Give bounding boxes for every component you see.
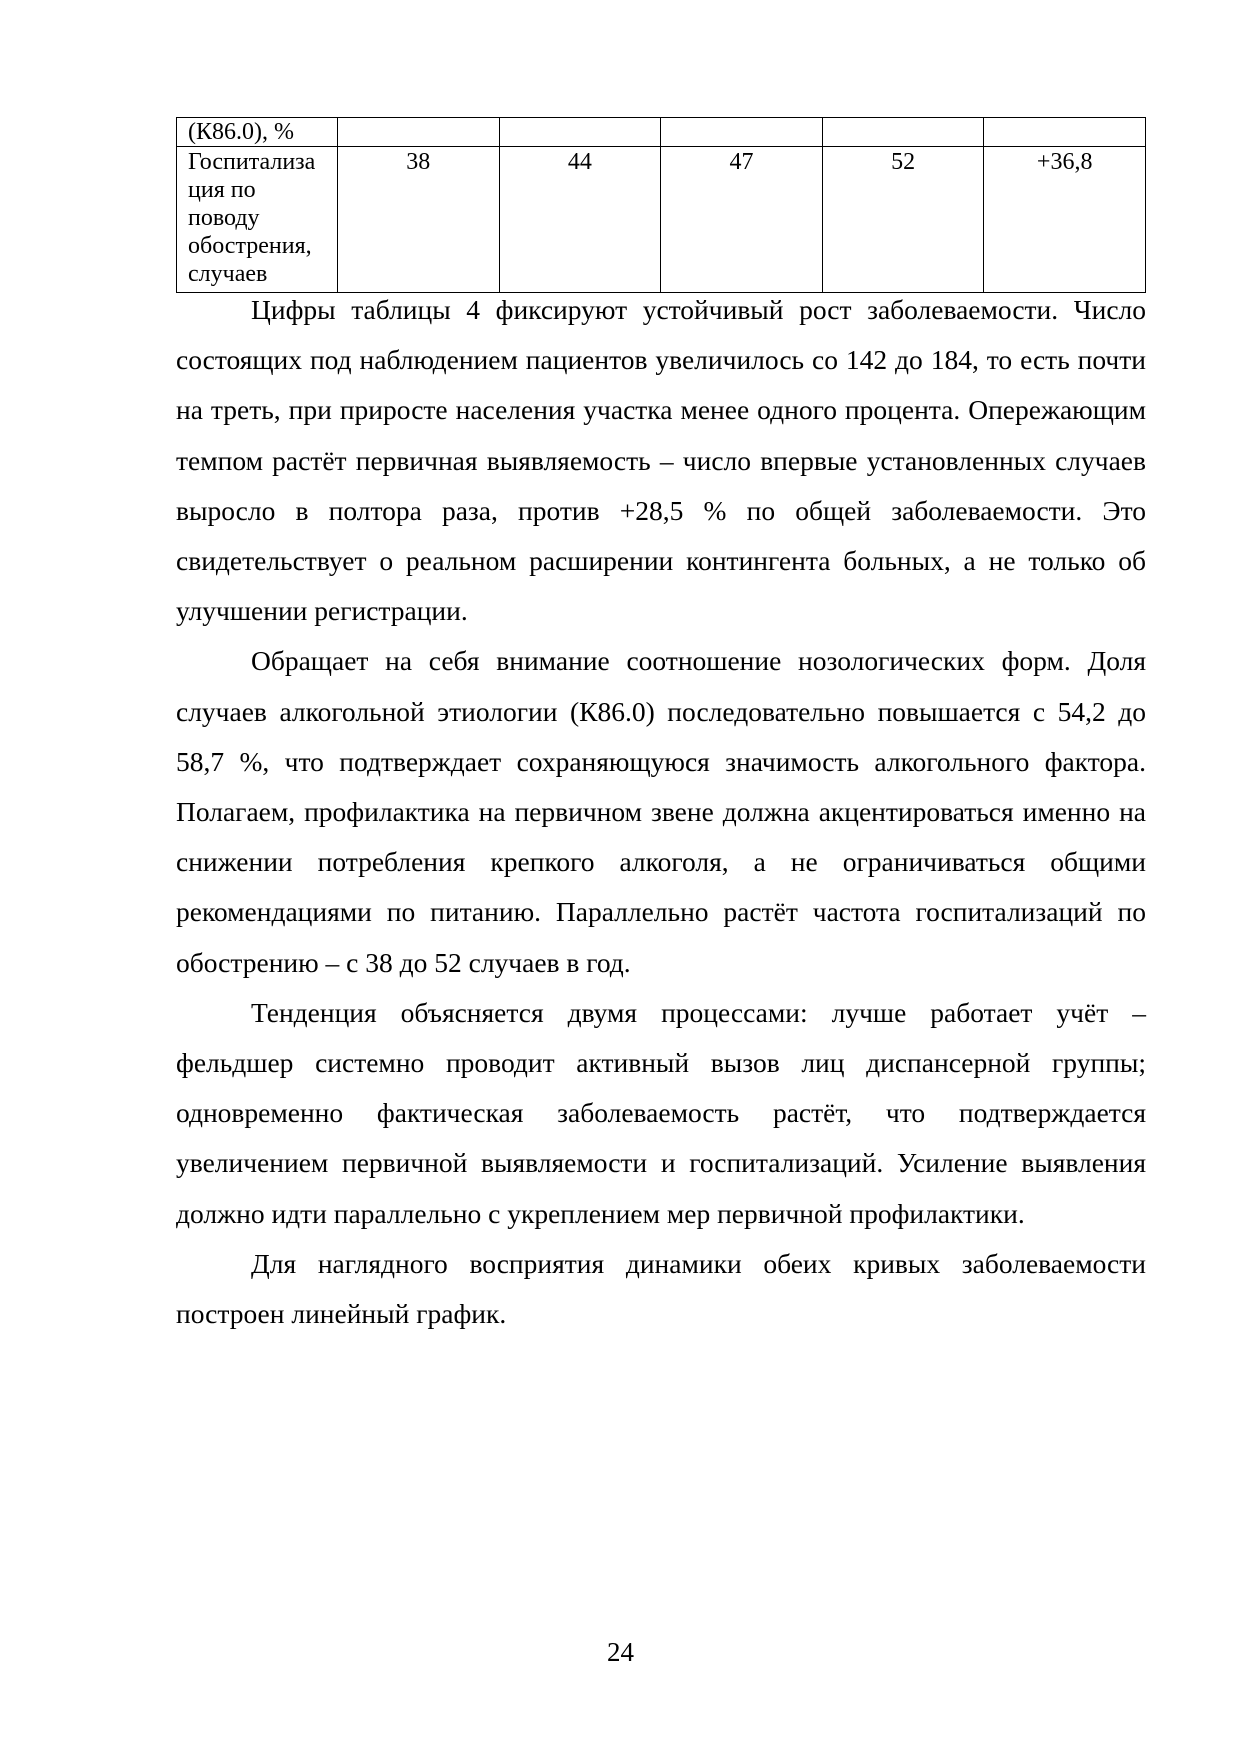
paragraph: Тенденция объясняется двумя процессами: лучше работает учёт – фельдшер системно проводит активный вызов лиц диспансерной группы; одновременно фактическая заболеваемость растёт, что подтверждается увеличением первичной выявляемости и госпитализаций. Усиление выявления должно идти параллельно с укреплением мер первичной профилактики. xyxy=(176,996,1146,1229)
table-cell xyxy=(984,118,1146,147)
table-cell xyxy=(822,118,984,147)
table-row-label xyxy=(177,147,338,293)
table-cell: 38 xyxy=(338,147,500,293)
page-number: 24 xyxy=(607,1637,634,1667)
table-row xyxy=(177,118,1146,147)
table-cell xyxy=(661,118,823,147)
table-cell: 47 xyxy=(661,147,823,293)
table-cell xyxy=(499,118,661,147)
label-line: поводу xyxy=(188,205,260,231)
label-line: случаев xyxy=(188,261,268,287)
statistics-table xyxy=(176,117,1146,293)
label-line: Госпитализа xyxy=(188,149,316,175)
body-text xyxy=(176,285,1146,1339)
table-cell xyxy=(338,118,500,147)
label-line: ция по xyxy=(188,177,256,203)
label-line: обострения, xyxy=(188,233,312,259)
table-cell: 52 xyxy=(822,147,984,293)
paragraph: Для наглядного восприятия динамики обеих кривых заболеваемости построен линейный график. xyxy=(176,1247,1146,1330)
paragraph: Цифры таблицы 4 фиксируют устойчивый рост заболеваемости. Число состоящих под наблюдением пациентов увеличилось со 142 до 184, то есть почти на треть, при приросте населения участка менее одного процента. Опережающим темпом растёт первичная выявляемость – число впервые установленных случаев выросло в полтора раза, против +28,5 % по общей заболеваемости. Это свидетельствует о реальном расширении контингента больных, а не только об улучшении регистрации. xyxy=(176,294,1146,627)
table-cell: 44 xyxy=(499,147,661,293)
table-cell: +36,8 xyxy=(984,147,1146,293)
table-row-label: (К86.0), % xyxy=(177,118,338,147)
table-row xyxy=(177,147,1146,293)
paragraph: Обращает на себя внимание соотношение нозологических форм. Доля случаев алкогольной этиологии (К86.0) последовательно повышается с 54,2 до 58,7 %, что подтверждает сохраняющуюся значимость алкогольного фактора. Полагаем, профилактика на первичном звене должна акцентироваться именно на снижении потребления крепкого алкоголя, а не ограничиваться общими рекомендациями по питанию. Параллельно растёт частота госпитализаций по обострению – с 38 до 52 случаев в год. xyxy=(176,645,1146,978)
